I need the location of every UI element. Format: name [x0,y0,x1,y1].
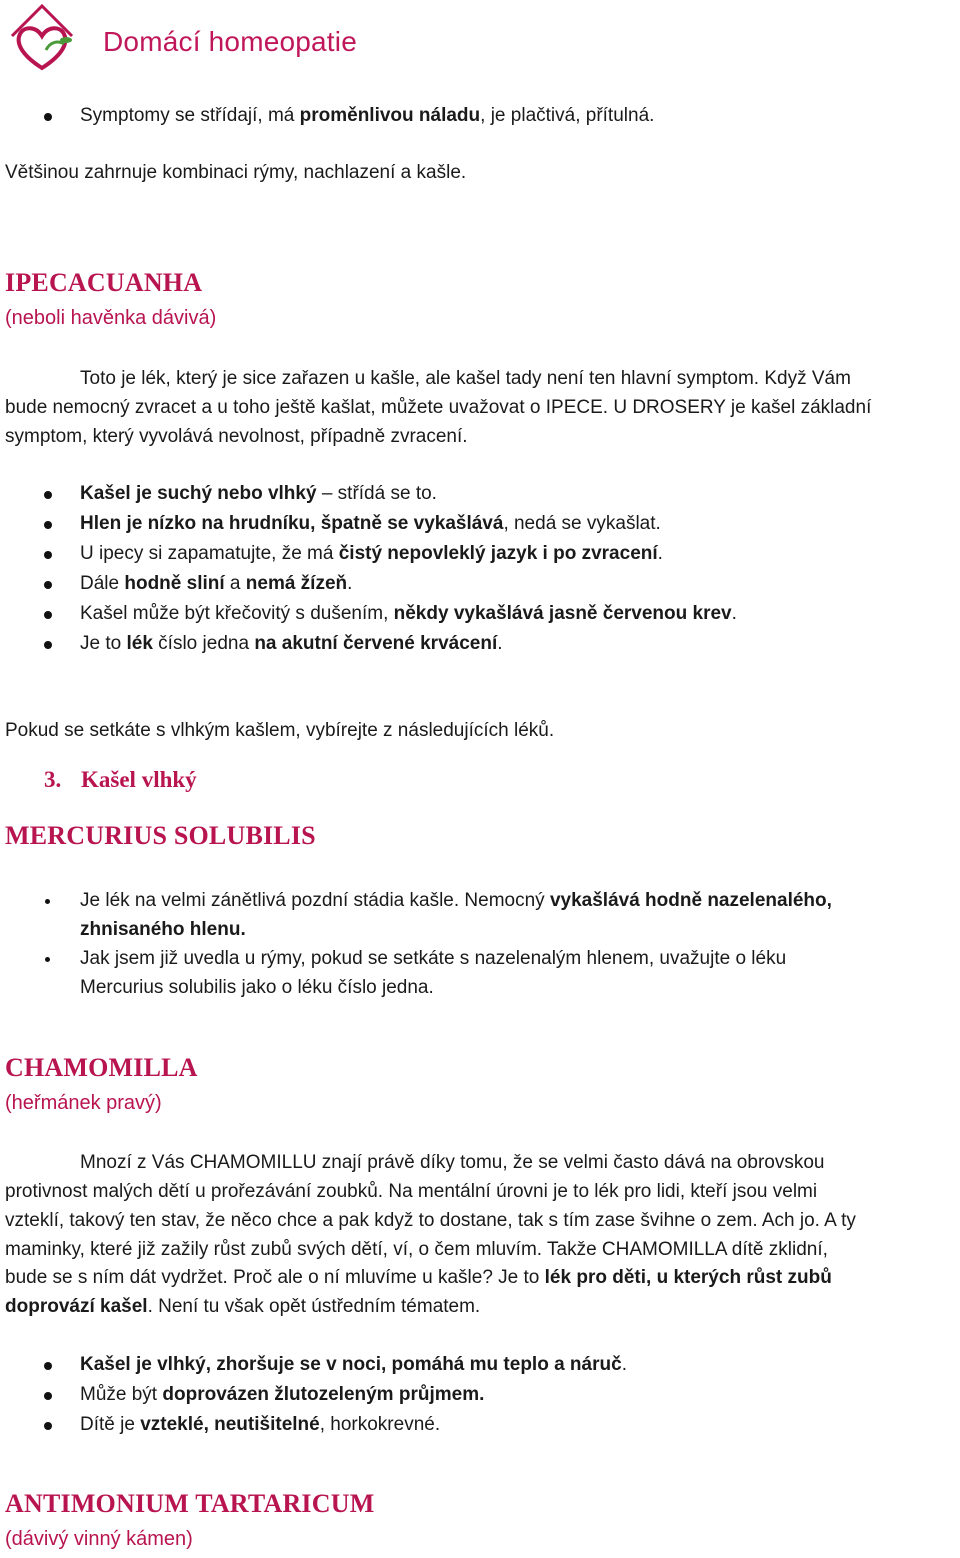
subheading-ipecacuanha: (neboli havěnka dávivá) [5,307,217,329]
list-item: Může být doprovázen žlutozeleným průjmem. [80,1384,485,1405]
bullet-dot [44,1422,52,1430]
bullet-dot [44,521,52,529]
bullet-dot [44,551,52,559]
list-item-continuation: zhnisaného hlenu. [80,919,246,940]
bullet-dot [44,1392,52,1400]
summary-text: Většinou zahrnuje kombinaci rýmy, nachlazení a kašle. [5,162,467,183]
paragraph-line: Mnozí z Vás CHAMOMILLU znají právě díky tomu, že se velmi často dává na obrovskou [80,1152,825,1173]
bullet-dot [44,611,52,619]
list-item: Jak jsem již uvedla u rýmy, pokud se setkáte s nazelenalým hlenem, uvažujte o léku [80,948,787,969]
heading-chamomilla: CHAMOMILLA [5,1053,198,1082]
bullet-dot [45,957,50,962]
bullet-dot [44,641,52,649]
section-number: 3. [44,767,62,792]
bullet-dot [44,113,52,121]
bullet-dot [44,1362,52,1370]
paragraph-line: vzteklí, takový ten stav, že něco chce a pak když to dostane, tak s tím zase švihne o zem. Ach jo. A ty [5,1210,856,1231]
paragraph-line: protivnost malých dětí u prořezávání zoubků. Na mentální úrovni je to lék pro lidi, kteří jsou velmi [5,1181,818,1202]
paragraph-line: Toto je lék, který je sice zařazen u kašle, ale kašel tady není ten hlavní symptom. Když Vám [80,368,851,389]
subheading-antimonium: (dávivý vinný kámen) [5,1528,193,1550]
brand-name: Domácí homeopatie [103,26,357,57]
heading-antimonium: ANTIMONIUM TARTARICUM [5,1489,375,1518]
paragraph-line: maminky, které již zažily růst zubů svých dětí, ví, o čem mluvím. Takže CHAMOMILLA dítě zklidní, [5,1239,828,1260]
list-item: U ipecy si zapamatujte, že má čistý nepovleklý jazyk i po zvracení. [80,543,663,564]
list-item: Dítě je vzteklé, neutišitelné, horkokrevné. [80,1414,441,1435]
bullet-dot [44,491,52,499]
bullet-dot [44,581,52,589]
heart-logo-icon [6,0,86,76]
list-item-continuation: Mercurius solubilis jako o léku číslo jedna. [80,977,434,998]
paragraph-line: symptom, který vyvolává nevolnost, případně zvracení. [5,426,468,447]
list-item: Dále hodně sliní a nemá žízeň. [80,573,353,594]
list-item: Hlen je nízko na hrudníku, špatně se vykašlává, nedá se vykašlat. [80,513,661,534]
section-title: Kašel vlhký [81,767,197,792]
list-item: Je lék na velmi zánětlivá pozdní stádia kašle. Nemocný vykašlává hodně nazelenalého, [80,890,832,911]
list-item: Kašel je vlhký, zhoršuje se v noci, pomáhá mu teplo a náruč. [80,1354,627,1375]
transition-text: Pokud se setkáte s vlhkým kašlem, vybírejte z následujících léků. [5,720,555,741]
paragraph-line: doprovází kašel. Není tu však opět ústředním tématem. [5,1296,481,1317]
list-item: Kašel je suchý nebo vlhký – střídá se to. [80,483,437,504]
list-item: Kašel může být křečovitý s dušením, někdy vykašlává jasně červenou krev. [80,603,737,624]
bullet-dot [45,899,50,904]
brand-logo [6,0,406,76]
heading-mercurius: MERCURIUS SOLUBILIS [5,821,316,850]
list-item: Je to lék číslo jedna na akutní červené krvácení. [80,633,503,654]
paragraph-line: bude nemocný zvracet a u toho ještě kašlat, můžete uvažovat o IPECE. U DROSERY je kašel základní [5,397,872,418]
paragraph-line: bude se s ním dát vydržet. Proč ale o ní mluvíme u kašle? Je to lék pro děti, u kterých růst zubů [5,1267,832,1288]
list-item: Symptomy se střídají, má proměnlivou náladu, je plačtivá, přítulná. [80,105,655,126]
subheading-chamomilla: (heřmánek pravý) [5,1092,162,1114]
heading-ipecacuanha: IPECACUANHA [5,268,203,297]
